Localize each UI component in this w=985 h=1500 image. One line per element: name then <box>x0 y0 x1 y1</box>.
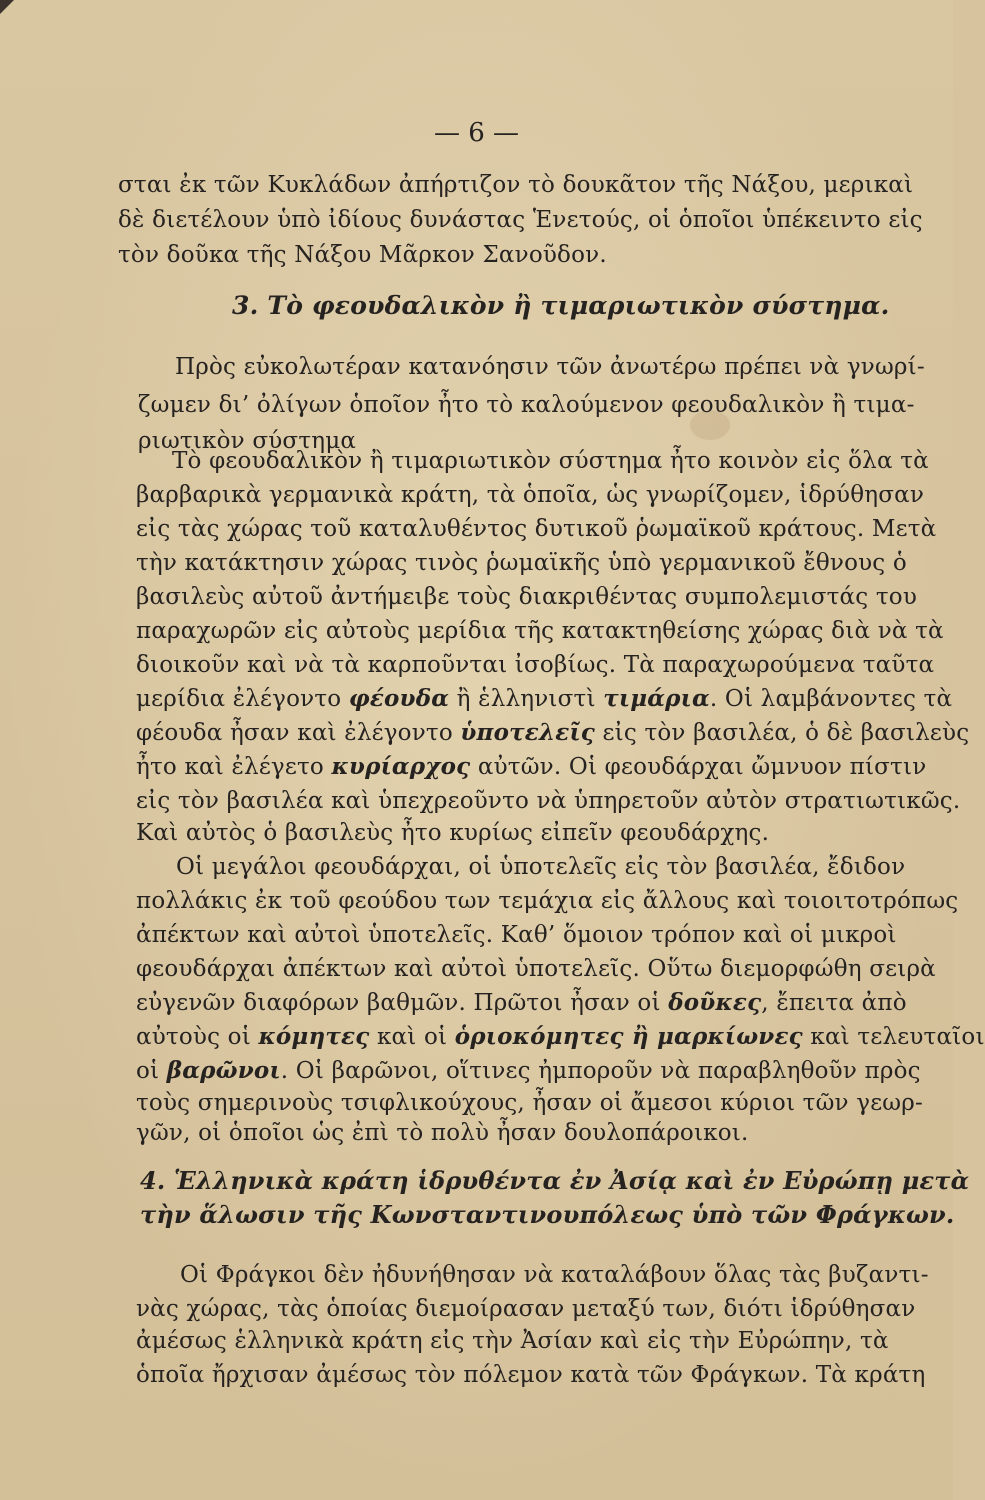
text-line: διοικοῦν καὶ νὰ τὰ καρποῦνται ἰσοβίως. Τὰ παραχωρούμενα ταῦτα <box>136 652 935 678</box>
text-line: εἰς τὰς χώρας τοῦ καταλυθέντος δυτικοῦ ῥωμαϊκοῦ κράτους. Μετὰ <box>136 516 937 542</box>
page-corner-shadow <box>0 0 14 14</box>
text-line: φέουδα ἦσαν καὶ ἐλέγοντο ὑποτελεῖς εἰς τὸν βασιλέα, ὁ δὲ βασιλεὺς <box>136 719 970 746</box>
text-line: παραχωρῶν εἰς αὐτοὺς μερίδια τῆς κατακτηθείσης χώρας διὰ νὰ τὰ <box>136 618 944 644</box>
text-line: βαρβαρικὰ γερμανικὰ κράτη, τὰ ὁποῖα, ὡς γνωρίζομεν, ἱδρύθησαν <box>136 482 925 508</box>
text-line: νὰς χώρας, τὰς ὁποίας διεμοίρασαν μεταξύ των, διότι ἱδρύθησαν <box>136 1296 916 1322</box>
text-line: ζωμεν δι’ ὀλίγων ὁποῖον ἦτο τὸ καλούμενον φεουδαλικὸν ἢ τιμα- <box>138 392 915 418</box>
text-line: αὐτοὺς οἱ κόμητες καὶ οἱ ὁριοκόμητες ἢ μαρκίωνες καὶ τελευταῖοι <box>136 1023 985 1050</box>
text-line: βασιλεὺς αὐτοῦ ἀντήμειβε τοὺς διακριθέντας συμπολεμιστάς του <box>136 584 918 610</box>
text-line: τοὺς σημερινοὺς τσιφλικούχους, ἦσαν οἱ ἄμεσοι κύριοι τῶν γεωρ- <box>136 1090 923 1116</box>
text-line: δὲ διετέλουν ὑπὸ ἰδίους δυνάστας Ἑνετούς, οἱ ὁποῖοι ὑπέκειντο εἰς <box>118 207 923 233</box>
text-line: Πρὸς εὐκολωτέραν κατανόησιν τῶν ἀνωτέρω πρέπει νὰ γνωρί- <box>175 354 925 380</box>
text-line: φεουδάρχαι ἀπέκτων καὶ αὐτοὶ ὑποτελεῖς. Οὕτω διεμορφώθη σειρὰ <box>136 956 936 982</box>
text-line: γῶν, οἱ ὁποῖοι ὡς ἐπὶ τὸ πολὺ ἦσαν δουλοπάροικοι. <box>136 1120 749 1146</box>
text-line: ἦτο καὶ ἐλέγετο κυρίαρχος αὐτῶν. Οἱ φεουδάρχαι ὤμνυον πίστιν <box>136 753 927 780</box>
text-line: οἱ βαρῶνοι. Οἱ βαρῶνοι, οἵτινες ἠμποροῦν νὰ παραβληθοῦν πρὸς <box>136 1057 921 1084</box>
text-line: ἀμέσως ἑλληνικὰ κράτη εἰς τὴν Ἀσίαν καὶ εἰς τὴν Εὐρώπην, τὰ <box>136 1328 889 1354</box>
text-line: ριωτικὸν σύστημα <box>138 428 357 454</box>
text-line: ἀπέκτων καὶ αὐτοὶ ὑποτελεῖς. Καθ’ ὅμοιον τρόπον καὶ οἱ μικροὶ <box>136 922 897 948</box>
section-heading-3: 3. Τὸ φεουδαλικὸν ἢ τιμαριωτικὸν σύστημα. <box>232 291 890 320</box>
text-line: ὁποῖα ἤρχισαν ἀμέσως τὸν πόλεμον κατὰ τῶν Φράγκων. Τὰ κράτη <box>136 1362 926 1388</box>
section-heading-4: 4. Ἑλληνικὰ κράτη ἱδρυθέντα ἐν Ἀσίᾳ καὶ ἐν Εὐρώπῃ μετὰ <box>140 1166 970 1195</box>
text-line: πολλάκις ἐκ τοῦ φεούδου των τεμάχια εἰς ἄλλους καὶ τοιοιτοτρόπως <box>136 888 959 914</box>
text-line: σται ἐκ τῶν Κυκλάδων ἀπήρτιζον τὸ δουκᾶτον τῆς Νάξου, μερικαὶ <box>118 172 914 198</box>
text-line: μερίδια ἐλέγοντο φέουδα ἢ ἑλληνιστὶ τιμάρια. Οἱ λαμβάνοντες τὰ <box>136 685 953 712</box>
text-line: Καὶ αὐτὸς ὁ βασιλεὺς ἦτο κυρίως εἰπεῖν φεουδάρχης. <box>136 820 770 846</box>
text-line: εὐγενῶν διαφόρων βαθμῶν. Πρῶτοι ἦσαν οἱ δοῦκες, ἔπειτα ἀπὸ <box>136 989 907 1016</box>
text-line: Οἱ Φράγκοι δὲν ἠδυνήθησαν νὰ καταλάβουν ὅλας τὰς βυζαντι- <box>180 1262 929 1288</box>
text-line: Τὸ φεουδαλικὸν ἢ τιμαριωτικὸν σύστημα ἦτο κοινὸν εἰς ὅλα τὰ <box>172 448 929 474</box>
text-line: τὸν δοῦκα τῆς Νάξου Μᾶρκον Σανοῦδον. <box>118 242 607 268</box>
text-line: Οἱ μεγάλοι φεουδάρχαι, οἱ ὑποτελεῖς εἰς τὸν βασιλέα, ἔδιδον <box>176 854 906 880</box>
section-heading-4-cont: τὴν ἅλωσιν τῆς Κωνσταντινουπόλεως ὑπὸ τῶν Φράγκων. <box>140 1200 955 1229</box>
text-line: εἰς τὸν βασιλέα καὶ ὑπεχρεοῦντο νὰ ὑπηρετοῦν αὐτὸν στρατιωτικῶς. <box>136 788 961 814</box>
page-number: — 6 — <box>433 118 520 148</box>
text-line: τὴν κατάκτησιν χώρας τινὸς ῥωμαϊκῆς ὑπὸ γερμανικοῦ ἔθνους ὁ <box>136 550 907 576</box>
